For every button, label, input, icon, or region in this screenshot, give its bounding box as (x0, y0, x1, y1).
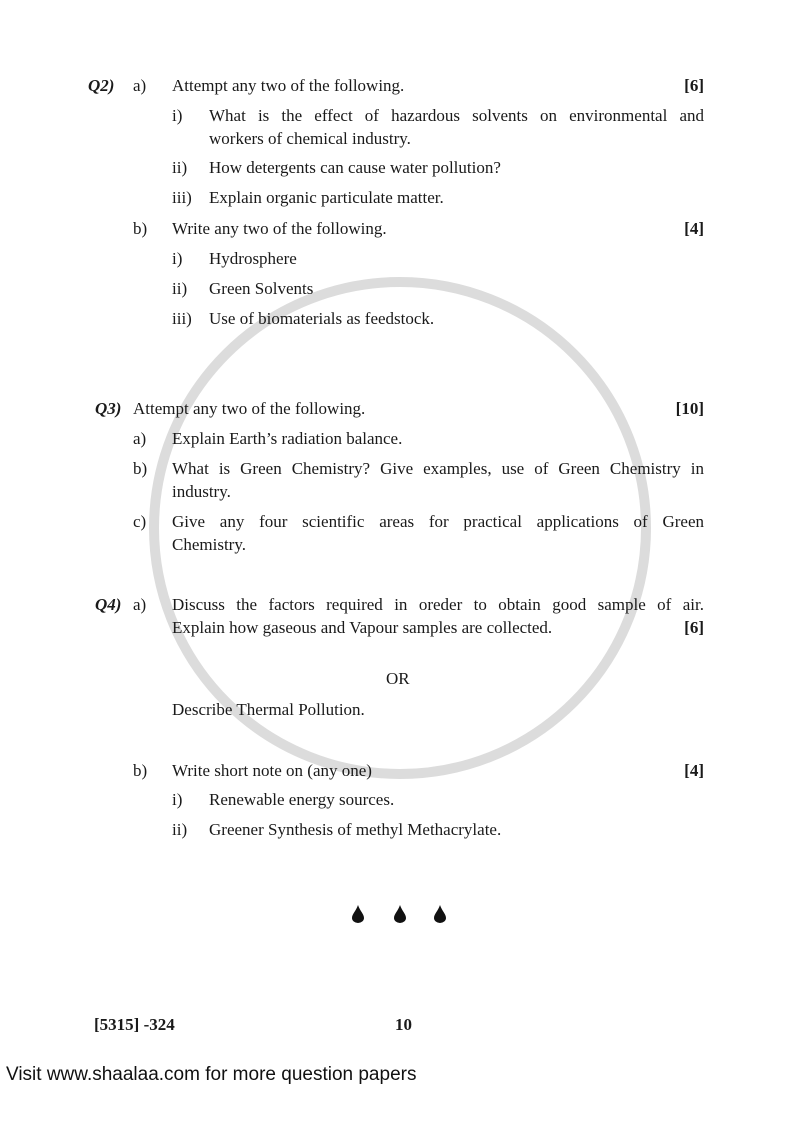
drop-ornament-icon (352, 905, 364, 923)
paper-code: [5315] -324 (94, 1015, 175, 1034)
q3a-text: Explain Earth’s radiation balance. (172, 429, 403, 448)
q4b-marks: [4] (684, 761, 704, 780)
q2b-i-num: i) (172, 249, 183, 268)
q3c-line1: Give any four scientific areas for practical applications of Green (172, 512, 704, 531)
q2a-letter: a) (133, 76, 147, 95)
q4b-i-text: Renewable energy sources. (209, 790, 395, 809)
q3b-line1: What is Green Chemistry? Give examples, use of Green Chemistry in (172, 459, 704, 478)
drop-ornament-icon (394, 905, 406, 923)
q4a-line1: Discuss the factors required in oreder to obtain good sample of air. (172, 595, 704, 614)
q2a-i-line2: workers of chemical industry. (209, 129, 411, 148)
q4a-or: OR (386, 669, 410, 688)
q4a-marks: [6] (684, 618, 704, 637)
q2a-i-line1: What is the effect of hazardous solvents on environmental and (209, 106, 704, 125)
q2b-iii-text: Use of biomaterials as feedstock. (209, 309, 435, 328)
q4b-text: Write short note on (any one) (172, 761, 372, 780)
q4a-alt: Describe Thermal Pollution. (172, 700, 365, 719)
q4b-letter: b) (133, 761, 148, 780)
q2b-ii-num: ii) (172, 279, 188, 298)
q3c-line2: Chemistry. (172, 535, 246, 554)
q3a-letter: a) (133, 429, 147, 448)
q2a-i-num: i) (172, 106, 183, 125)
q3b-letter: b) (133, 459, 148, 478)
q4-label: Q4) (95, 595, 122, 614)
q4a-letter: a) (133, 595, 147, 614)
page-number: 10 (395, 1015, 412, 1034)
q2a-ii-num: ii) (172, 158, 188, 177)
q2a-marks: [6] (684, 76, 704, 95)
q3c-letter: c) (133, 512, 147, 531)
q2b-ii-text: Green Solvents (209, 279, 314, 298)
q2b-text: Write any two of the following. (172, 219, 387, 238)
shaalaa-promo-link[interactable]: Visit www.shaalaa.com for more question papers (6, 1064, 417, 1085)
q2a-ii-text: How detergents can cause water pollution? (209, 158, 501, 177)
q3-label: Q3) (95, 399, 122, 418)
q2b-i-text: Hydrosphere (209, 249, 297, 268)
q2b-iii-num: iii) (172, 309, 192, 328)
q2a-iii-num: iii) (172, 188, 192, 207)
drop-ornament-icon (434, 905, 446, 923)
q2-label: Q2) (88, 76, 115, 95)
q4a-line2: Explain how gaseous and Vapour samples are collected. (172, 618, 553, 637)
q2a-iii-text: Explain organic particulate matter. (209, 188, 444, 207)
q3-marks: [10] (675, 399, 704, 418)
q4b-ii-text: Greener Synthesis of methyl Methacrylate. (209, 820, 502, 839)
q4b-i-num: i) (172, 790, 183, 809)
q3-text: Attempt any two of the following. (133, 399, 366, 418)
q2b-marks: [4] (684, 219, 704, 238)
q4b-ii-num: ii) (172, 820, 188, 839)
q2b-letter: b) (133, 219, 148, 238)
q2a-text: Attempt any two of the following. (172, 76, 405, 95)
q3b-line2: industry. (172, 482, 231, 501)
